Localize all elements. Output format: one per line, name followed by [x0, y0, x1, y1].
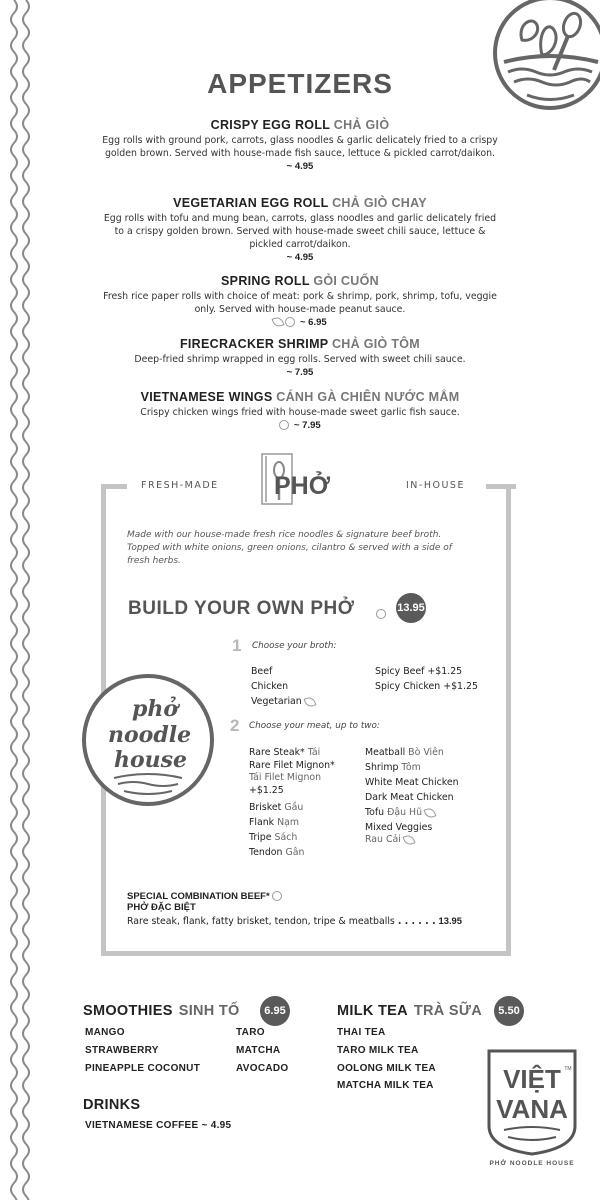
item-viet-name: CHẢ GIÒ CHAY — [332, 196, 427, 210]
stamp-text-noodle: noodle — [108, 722, 192, 748]
smoothie-item: MANGO — [85, 1027, 125, 1038]
meat-option: Meatball — [365, 747, 406, 758]
meat-option: Dark Meat Chicken — [365, 792, 454, 803]
milk-tea-title-text: MILK TEA — [337, 1003, 408, 1019]
milk-tea-item: OOLONG MILK TEA — [337, 1063, 436, 1074]
tag-fresh-made: FRESH-MADE — [141, 480, 219, 491]
step-1-label: Choose your broth: — [252, 641, 337, 651]
meat-option-viet: Nạm — [277, 817, 299, 828]
meat-option: Rare Filet Mignon* — [249, 760, 335, 771]
smoothies-price-badge: 6.95 — [260, 996, 290, 1026]
viet-vana-logo-icon — [486, 1048, 578, 1168]
menu-item-firecracker-shrimp — [100, 337, 500, 378]
item-price: ~ 7.95 — [286, 367, 314, 378]
logo-line-1: VIỆT — [503, 1064, 561, 1094]
broth-option: Spicy Beef +$1.25 — [375, 666, 463, 677]
item-description: Deep-fried shrimp wrapped in egg rolls. Served with sweet chili sauce. — [134, 354, 466, 365]
meat-option: Brisket — [249, 802, 282, 813]
drinks-title: DRINKS — [83, 1097, 141, 1113]
vegetarian-leaf-icon — [424, 806, 437, 819]
meat-option: White Meat Chicken — [365, 777, 459, 788]
meat-option: Tofu — [365, 807, 385, 818]
item-name: VEGETARIAN EGG ROLL — [173, 196, 329, 210]
item-name: FIRECRACKER SHRIMP — [179, 337, 329, 351]
logo-subtitle: PHỞ NOODLE HOUSE — [489, 1160, 575, 1167]
item-price: ~ 4.95 — [286, 161, 314, 172]
smoothies-viet-title: SINH TỐ — [178, 1003, 240, 1019]
vegetarian-leaf-icon — [402, 833, 415, 846]
meat-option: Shrimp — [365, 762, 399, 773]
step-2-number: 2 — [230, 716, 240, 735]
item-description: Crispy chicken wings fried with house-made sweet garlic fish sauce. — [140, 407, 460, 418]
gluten-free-icon — [285, 317, 295, 327]
gluten-free-icon — [279, 420, 289, 430]
meat-option-viet: Tôm — [401, 762, 421, 773]
smoothie-item: TARO — [236, 1027, 265, 1038]
smoothies-title-text: SMOOTHIES — [83, 1003, 173, 1019]
meat-option: Mixed Veggies — [365, 822, 433, 833]
smoothie-item: PINEAPPLE COCONUT — [85, 1063, 201, 1074]
meat-options-left — [249, 745, 359, 860]
wavy-border-decoration — [0, 0, 40, 1200]
tag-in-house: IN-HOUSE — [406, 480, 465, 491]
build-your-own-title — [128, 598, 354, 620]
menu-item-vegetarian-egg-roll — [100, 196, 500, 263]
broth-option: Spicy Chicken +$1.25 — [375, 681, 478, 692]
meat-option-viet: Tái Filet Mignon — [249, 772, 322, 783]
broth-options-right — [375, 664, 478, 694]
combo-leader-dots: . . . . . . — [397, 916, 436, 927]
pho-title: PHỞ — [274, 472, 331, 500]
meat-option-viet: Gân — [285, 847, 305, 858]
broth-options-left — [251, 664, 317, 709]
meat-option-surcharge: +$1.25 — [249, 785, 284, 796]
item-price: ~ 6.95 — [299, 317, 327, 328]
combo-title-text: SPECIAL COMBINATION BEEF* — [127, 891, 270, 902]
item-price: ~ 4.95 — [286, 252, 314, 263]
gluten-free-icon — [376, 609, 386, 619]
menu-item-spring-roll — [100, 274, 500, 328]
gluten-free-icon — [272, 891, 282, 901]
meat-option-viet: Rau Cải — [365, 834, 401, 845]
meat-option: Tendon — [249, 847, 283, 858]
meat-options-right — [365, 745, 505, 847]
milk-tea-item: MATCHA MILK TEA — [337, 1080, 434, 1091]
item-viet-name: CHẢ GIÒ TÔM — [331, 337, 421, 351]
special-combination-title — [127, 891, 284, 913]
item-name: CRISPY EGG ROLL — [210, 118, 330, 132]
menu-item-crispy-egg-roll — [100, 118, 500, 172]
meat-option-viet: Tái — [307, 747, 321, 758]
byo-price-badge: 13.95 — [396, 593, 426, 623]
meat-option: Flank — [249, 817, 275, 828]
stamp-text-pho: phở — [132, 696, 179, 722]
meat-option-viet: Đậu Hũ — [387, 807, 423, 818]
item-viet-name: CÁNH GÀ CHIÊN NƯỚC MẮM — [276, 390, 460, 404]
meat-option-viet: Sách — [274, 832, 298, 843]
meat-option: Rare Steak* — [249, 747, 305, 758]
milk-tea-item: TARO MILK TEA — [337, 1045, 419, 1056]
special-combination-description — [127, 915, 497, 927]
broth-option: Beef — [251, 666, 273, 677]
vegetarian-leaf-icon — [272, 316, 285, 329]
drink-item: VIETNAMESE COFFEE ~ 4.95 — [85, 1120, 232, 1131]
stamp-text-house: house — [114, 747, 188, 773]
item-description: Fresh rice paper rolls with choice of meat: pork & shrimp, pork, shrimp, tofu, veggie only. Served with house-made peanut sauce. — [103, 291, 497, 315]
milk-tea-title — [337, 1003, 482, 1019]
pho-intro-text: Made with our house-made fresh rice noodles & signature beef broth. Topped with white onions, green onions, cilantro & served with a side of fresh herbs. — [127, 530, 452, 566]
combo-desc-text: Rare steak, flank, fatty brisket, tendon, tripe & meatballs — [127, 916, 395, 927]
meat-option: Tripe — [249, 832, 272, 843]
smoothie-item: STRAWBERRY — [85, 1045, 159, 1056]
combo-viet-name: PHỞ ĐẶC BIỆT — [127, 902, 196, 913]
smoothie-item: AVOCADO — [236, 1063, 289, 1074]
item-description: Egg rolls with tofu and mung bean, carrots, glass noodles and garlic delicately fried to a crispy golden brown. Served with house-made sweet chili sauce, lettuce & pickled carrot/daikon. — [103, 213, 497, 250]
item-viet-name: GỎI CUỐN — [313, 274, 379, 288]
item-price: ~ 7.95 — [293, 420, 321, 431]
logo-line-2: VANA — [496, 1094, 568, 1124]
meat-option-viet: Bò Viên — [408, 747, 444, 758]
pho-noodle-house-stamp-icon — [78, 670, 218, 810]
smoothie-item: MATCHA — [236, 1045, 281, 1056]
broth-option: Vegetarian — [251, 696, 302, 707]
menu-item-vietnamese-wings — [100, 390, 500, 431]
item-viet-name: CHẢ GIÒ — [333, 118, 390, 132]
item-description: Egg rolls with ground pork, carrots, glass noodles & garlic delicately fried to a crispy golden brown. Served with house-made fish sauce, lettuce & pickled carrot/daikon. — [102, 135, 498, 159]
step-2-label: Choose your meat, up to two: — [249, 721, 380, 731]
broth-option: Chicken — [251, 681, 289, 692]
vegetarian-leaf-icon — [303, 695, 316, 708]
meat-option-viet: Gầu — [284, 802, 304, 813]
milk-tea-price-badge: 5.50 — [494, 996, 524, 1026]
logo-trademark: TM — [564, 1066, 572, 1072]
appetizers-title: APPETIZERS — [207, 68, 393, 99]
step-1-number: 1 — [232, 636, 242, 655]
byo-title-text: BUILD YOUR OWN PHỞ — [128, 598, 355, 619]
smoothies-title — [83, 1003, 240, 1019]
combo-price: 13.95 — [438, 915, 462, 926]
item-name: SPRING ROLL — [221, 274, 310, 288]
milk-tea-item: THAI TEA — [337, 1027, 386, 1038]
milk-tea-viet-title: TRÀ SỮA — [413, 1003, 482, 1019]
item-name: VIETNAMESE WINGS — [140, 390, 273, 404]
